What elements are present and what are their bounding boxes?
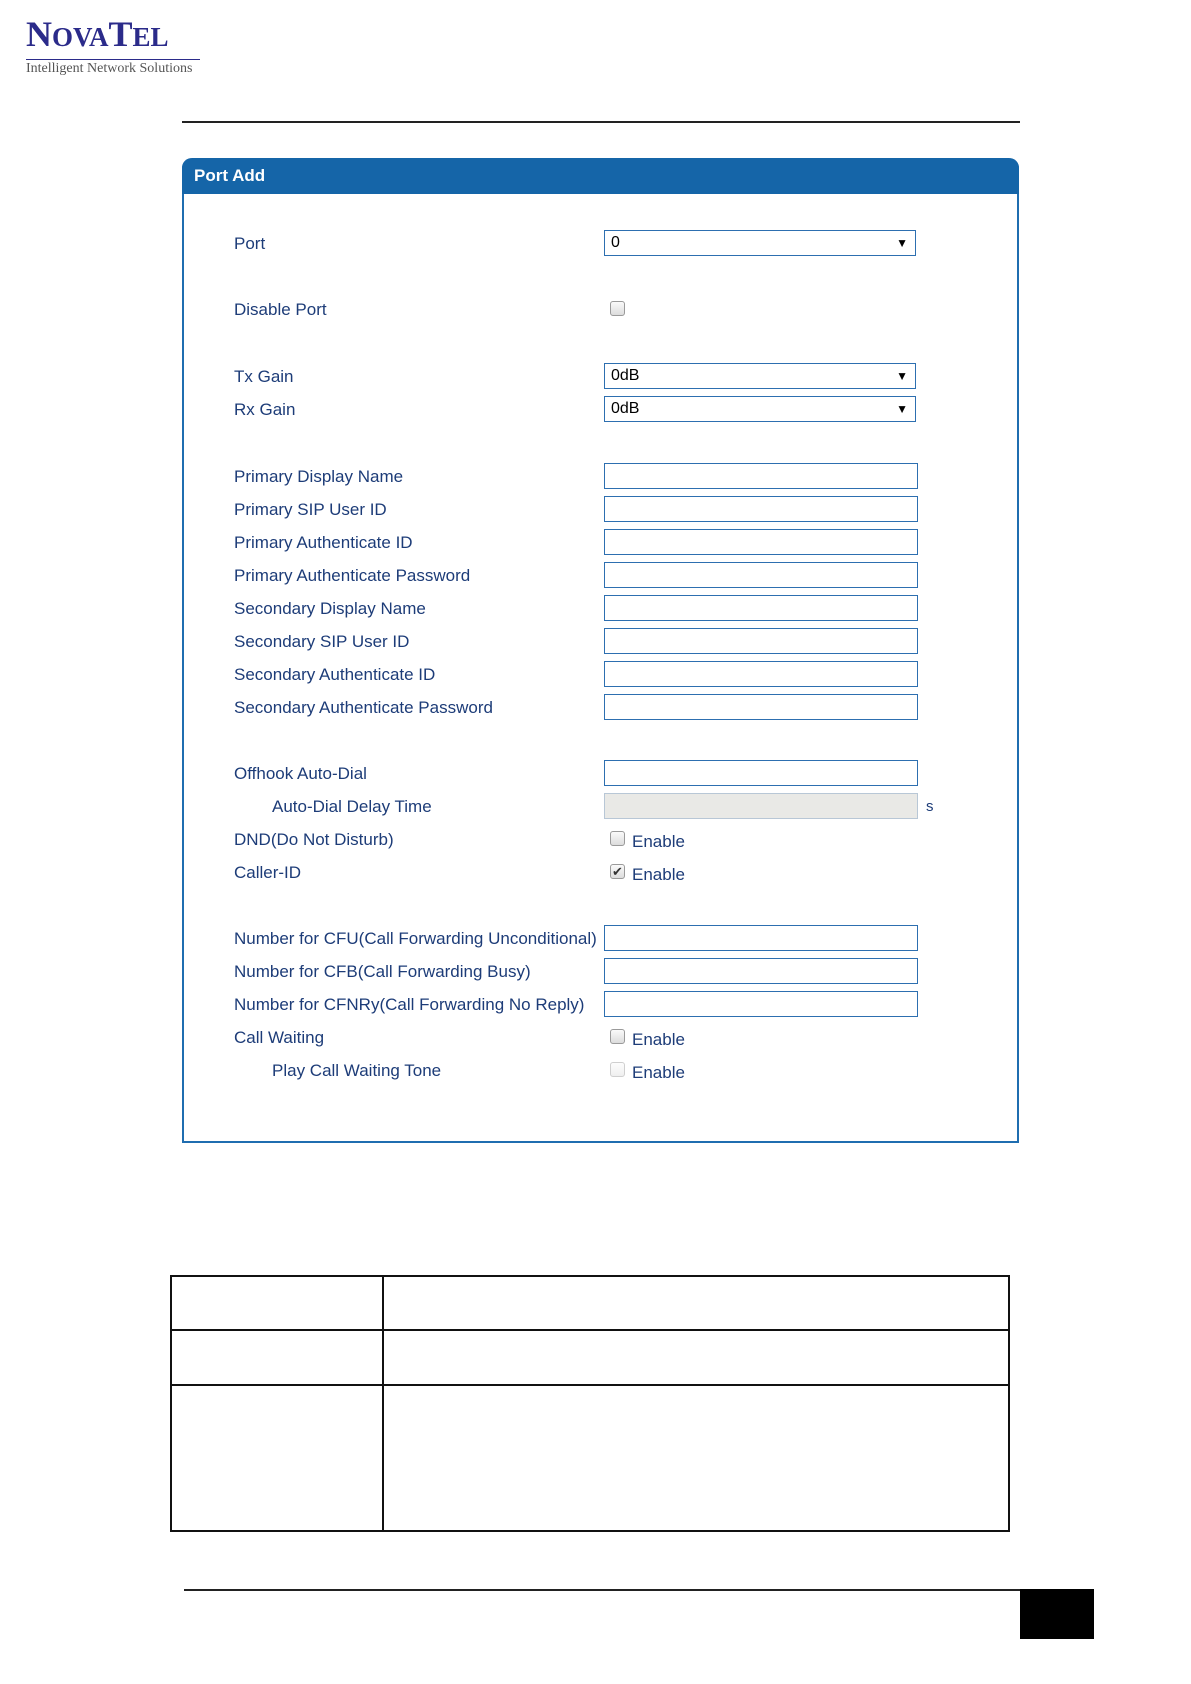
port-row: [184, 230, 1021, 258]
dnd-row: [184, 826, 1021, 854]
dnd-label: DND(Do Not Disturb): [234, 830, 394, 849]
dropdown-arrow-icon: ▼: [896, 402, 908, 416]
primary-authenticate-password-label: Primary Authenticate Password: [234, 566, 471, 585]
dnd-checkbox[interactable]: [610, 831, 625, 846]
call-waiting-row: [184, 1024, 1021, 1052]
port-label: Port: [234, 234, 266, 253]
primary-display-name-label: Primary Display Name: [234, 467, 404, 486]
dropdown-arrow-icon: ▼: [896, 236, 908, 250]
panel-title: Port Add: [182, 158, 1019, 194]
caller-id-enable-label: Enable: [632, 865, 685, 884]
play-call-waiting-tone-checkbox[interactable]: [610, 1062, 625, 1077]
disable-port-label: Disable Port: [234, 300, 327, 319]
cfu-row: [184, 925, 1021, 953]
footer-divider: [184, 1589, 1020, 1591]
offhook-auto-dial-label: Offhook Auto-Dial: [234, 764, 367, 783]
table-row: [171, 1276, 1009, 1330]
port-add-panel: [182, 158, 1019, 1143]
secondary-authenticate-password-label: Secondary Authenticate Password: [234, 698, 493, 717]
table-cell: [383, 1276, 1009, 1330]
logo-wordmark: NOVATEL: [26, 14, 169, 54]
secondary-authenticate-id-input[interactable]: [604, 661, 918, 687]
primary-sip-user-id-row: [184, 496, 1021, 524]
call-waiting-checkbox[interactable]: [610, 1029, 625, 1044]
port-select[interactable]: [604, 230, 916, 256]
primary-sip-user-id-input[interactable]: [604, 496, 918, 522]
secondary-authenticate-password-row: [184, 694, 1021, 722]
caller-id-label: Caller-ID: [234, 863, 302, 882]
tx-gain-select[interactable]: [604, 363, 916, 389]
logo-tagline: Intelligent Network Solutions: [26, 59, 200, 77]
table-cell: [171, 1330, 383, 1385]
rx-gain-row: [184, 396, 1021, 424]
primary-authenticate-password-input[interactable]: [604, 562, 918, 588]
primary-authenticate-id-label: Primary Authenticate ID: [234, 533, 413, 552]
header-divider: [182, 121, 1020, 123]
secondary-authenticate-password-input[interactable]: [604, 694, 918, 720]
rx-gain-value: 0dB: [611, 400, 640, 417]
dropdown-arrow-icon: ▼: [896, 369, 908, 383]
parameter-table: [170, 1275, 1010, 1532]
cfb-label: Number for CFB(Call Forwarding Busy): [234, 962, 531, 981]
table-cell: [383, 1385, 1009, 1531]
offhook-auto-dial-input[interactable]: [604, 760, 918, 786]
cfnry-row: [184, 991, 1021, 1019]
table-row: [171, 1385, 1009, 1531]
secondary-authenticate-id-label: Secondary Authenticate ID: [234, 665, 436, 684]
port-select-value: 0: [611, 234, 620, 251]
auto-dial-delay-unit: s: [926, 798, 934, 815]
page-number-box: [1020, 1589, 1094, 1639]
secondary-sip-user-id-input[interactable]: [604, 628, 918, 654]
caller-id-checkbox[interactable]: [610, 864, 625, 879]
secondary-display-name-row: [184, 595, 1021, 623]
caller-id-row: [184, 859, 1021, 887]
tx-gain-label: Tx Gain: [234, 367, 294, 386]
dnd-enable-label: Enable: [632, 832, 685, 851]
rx-gain-label: Rx Gain: [234, 400, 296, 419]
tx-gain-row: [184, 363, 1021, 391]
secondary-sip-user-id-row: [184, 628, 1021, 656]
call-waiting-label: Call Waiting: [234, 1028, 325, 1047]
cfu-label: Number for CFU(Call Forwarding Unconditional): [234, 929, 597, 948]
secondary-display-name-input[interactable]: [604, 595, 918, 621]
primary-display-name-input[interactable]: [604, 463, 918, 489]
cfb-row: [184, 958, 1021, 986]
primary-authenticate-id-input[interactable]: [604, 529, 918, 555]
checkmark-icon: ✔: [612, 864, 623, 879]
secondary-authenticate-id-row: [184, 661, 1021, 689]
cfnry-input[interactable]: [604, 991, 918, 1017]
table-cell: [171, 1385, 383, 1531]
play-call-waiting-tone-row: [184, 1057, 1021, 1085]
primary-sip-user-id-label: Primary SIP User ID: [234, 500, 387, 519]
primary-display-name-row: [184, 463, 1021, 491]
disable-port-row: [184, 296, 1021, 324]
cfnry-label: Number for CFNRy(Call Forwarding No Reply): [234, 995, 585, 1014]
rx-gain-select[interactable]: [604, 396, 916, 422]
table-cell: [171, 1276, 383, 1330]
call-waiting-enable-label: Enable: [632, 1030, 685, 1049]
play-call-waiting-tone-enable-label: Enable: [632, 1063, 685, 1082]
cfu-input[interactable]: [604, 925, 918, 951]
auto-dial-delay-label: Auto-Dial Delay Time: [272, 797, 432, 816]
auto-dial-delay-input: [604, 793, 918, 819]
novatel-logo: [26, 16, 216, 77]
cfb-input[interactable]: [604, 958, 918, 984]
secondary-sip-user-id-label: Secondary SIP User ID: [234, 632, 410, 651]
auto-dial-delay-row: [184, 793, 1021, 821]
secondary-display-name-label: Secondary Display Name: [234, 599, 426, 618]
primary-authenticate-id-row: [184, 529, 1021, 557]
play-call-waiting-tone-label: Play Call Waiting Tone: [272, 1061, 442, 1080]
disable-port-checkbox[interactable]: [610, 301, 625, 316]
table-row: [171, 1330, 1009, 1385]
primary-authenticate-password-row: [184, 562, 1021, 590]
table-cell: [383, 1330, 1009, 1385]
tx-gain-value: 0dB: [611, 367, 640, 384]
offhook-auto-dial-row: [184, 760, 1021, 788]
